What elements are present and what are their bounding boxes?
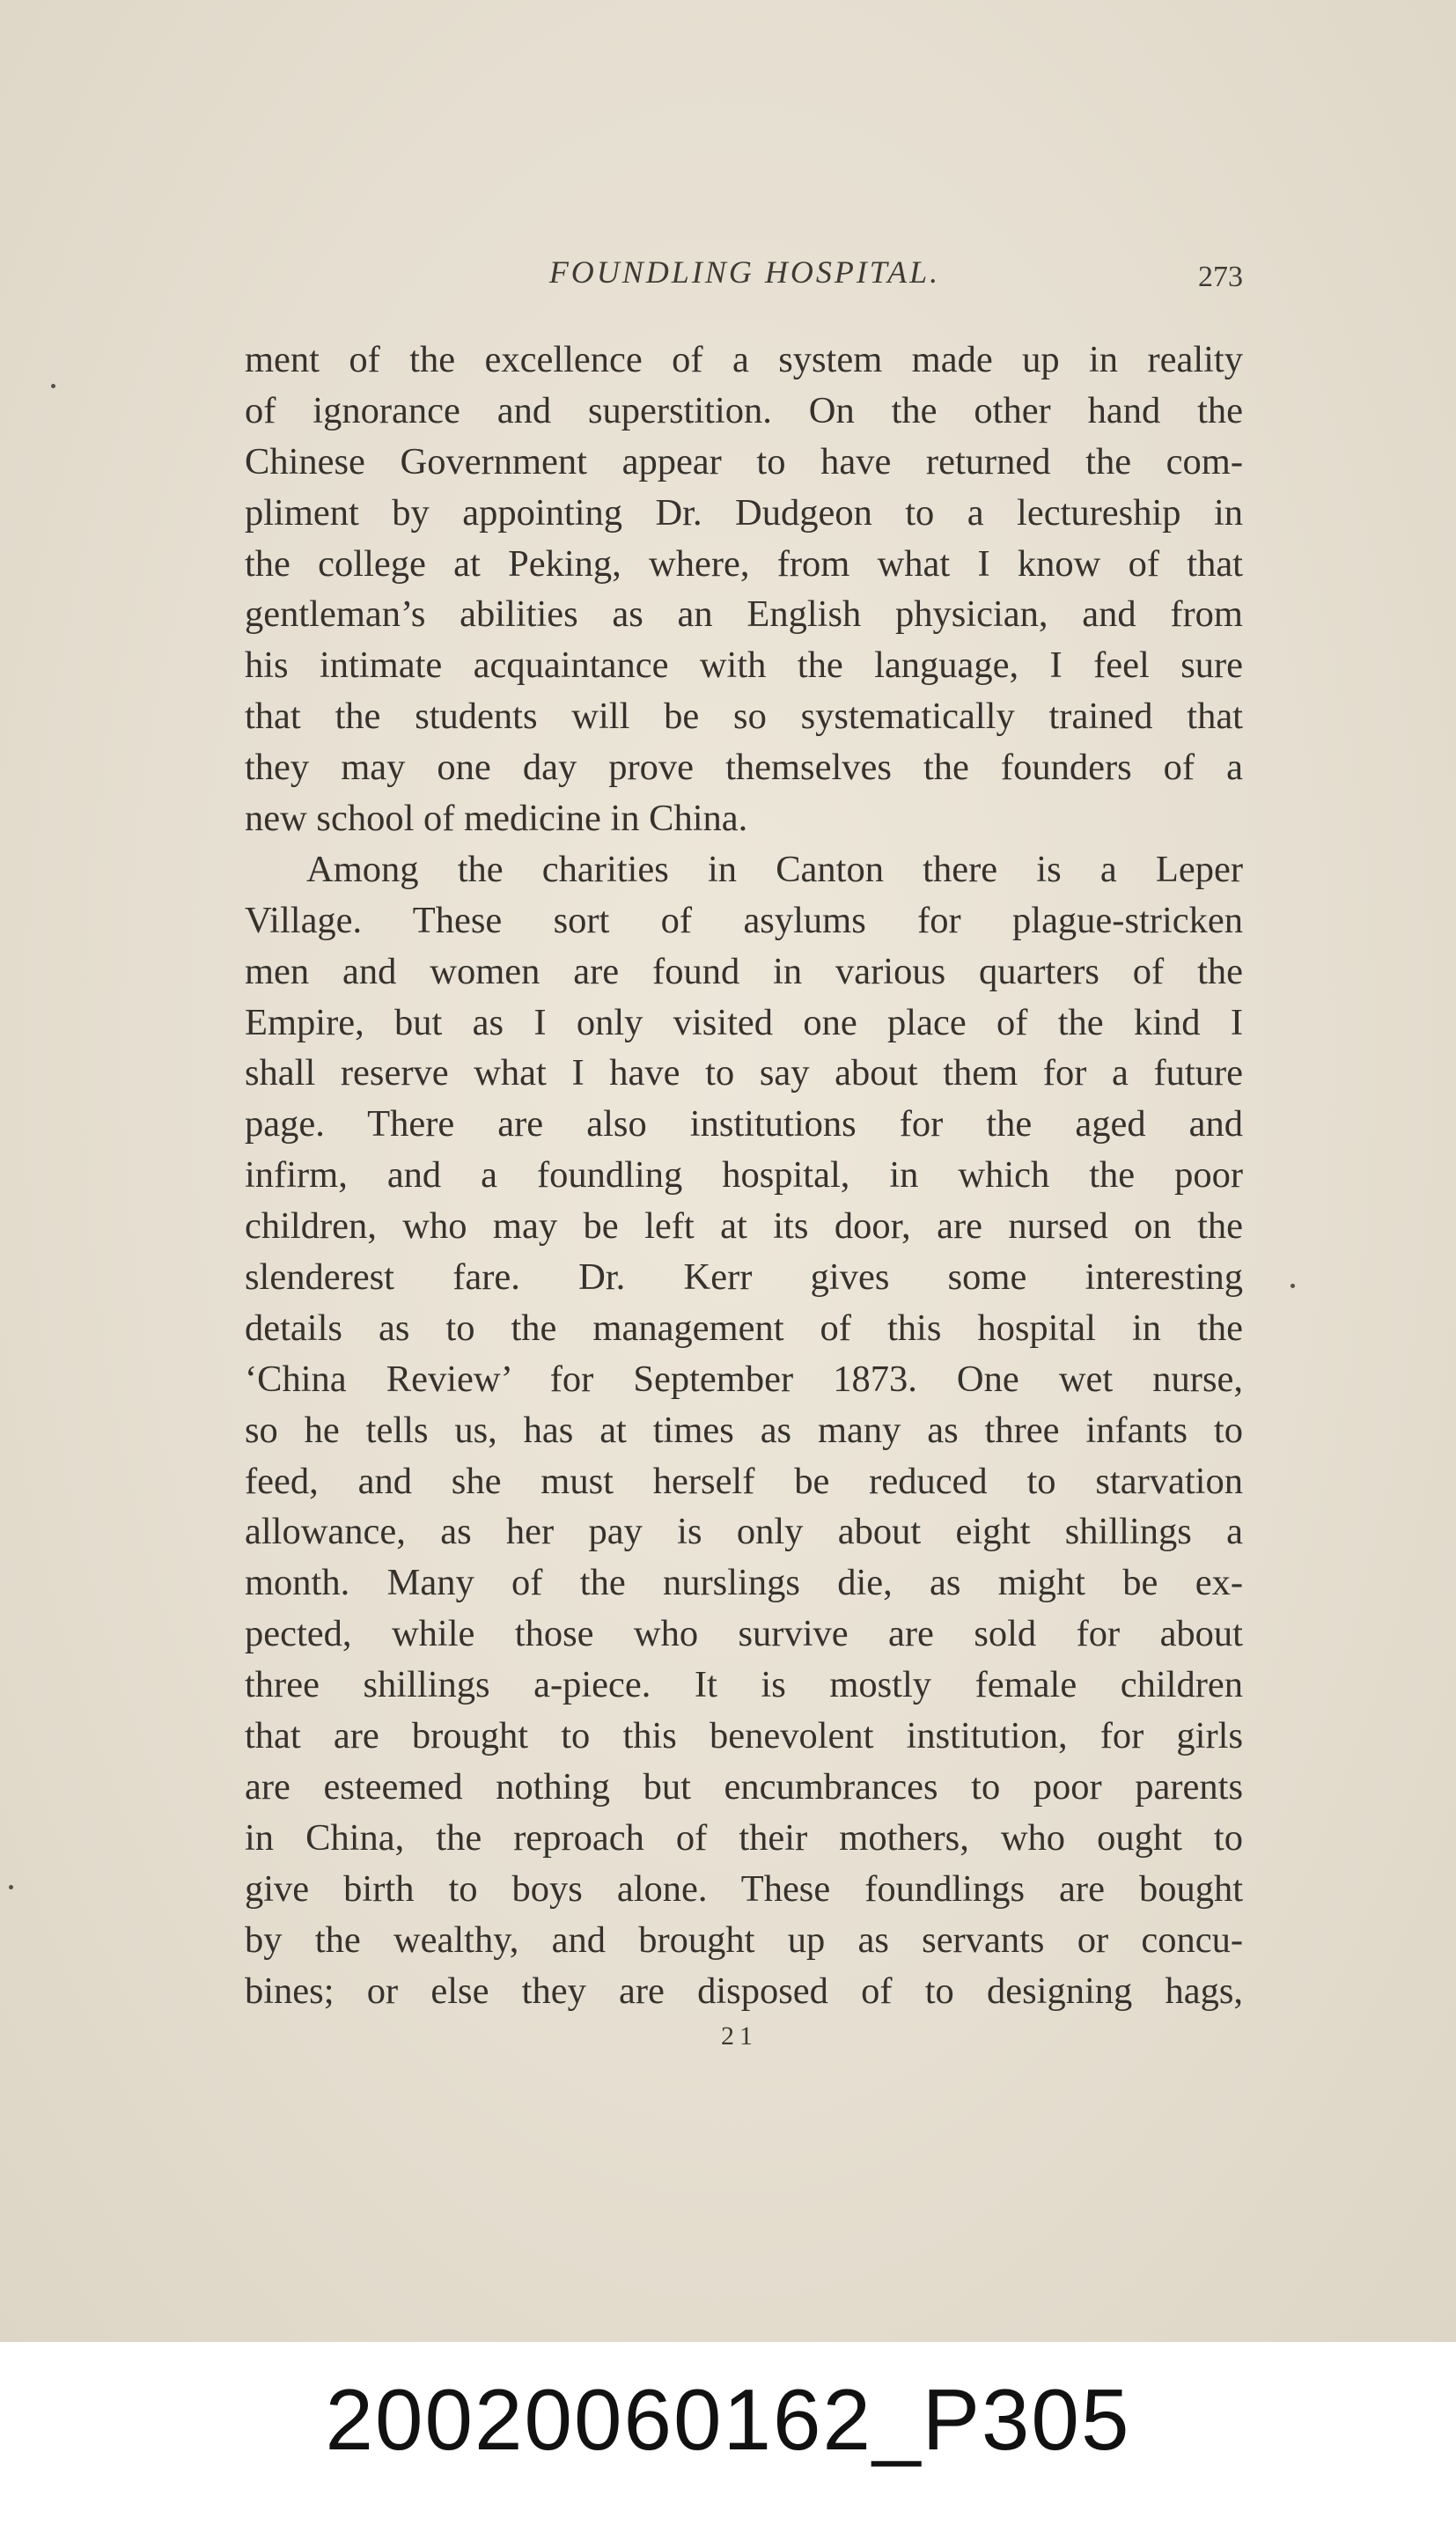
text-line: children, who may be left at its door, are nursed on the: [245, 1205, 1243, 1248]
page-number: 273: [1198, 261, 1243, 293]
text-line: so he tells us, has at times as many as three infants to: [245, 1409, 1243, 1451]
text-line: new school of medicine in China.: [245, 798, 748, 840]
text-line: infirm, and a foundling hospital, in which the poor: [245, 1154, 1243, 1197]
text-line: Among the charities in Canton there is a Leper: [306, 848, 1243, 890]
text-line: by the wealthy, and brought up as servants or concu-: [245, 1918, 1243, 1961]
paper-speck: [1291, 1284, 1295, 1288]
text-line: ment of the excellence of a system made up in reality: [245, 339, 1243, 380]
text-line: that the students will be so systematically trained that: [245, 696, 1243, 738]
text-line: bines; or else they are disposed of to designing hags,: [245, 1970, 1243, 2012]
text-line: that are brought to this benevolent institution, for girls: [245, 1715, 1243, 1757]
text-line: they may one day prove themselves the founders of a: [245, 747, 1243, 789]
text-line: three shillings a-piece. It is mostly female children: [245, 1664, 1243, 1706]
text-line: slenderest fare. Dr. Kerr gives some interesting: [245, 1256, 1243, 1299]
running-title: FOUNDLING HOSPITAL.: [548, 254, 941, 290]
image-id-caption: 20020060162_P305: [325, 2371, 1131, 2468]
text-line: details as to the management of this hospital in the: [245, 1307, 1243, 1349]
text-line: of ignorance and superstition. On the other hand the: [245, 389, 1243, 431]
text-line: Chinese Government appear to have returned the com-: [245, 440, 1243, 482]
text-line: in China, the reproach of their mothers, who ought to: [245, 1816, 1243, 1859]
text-line: allowance, as her pay is only about eight shillings a: [245, 1511, 1243, 1553]
text-line: the college at Peking, where, from what I know of that: [245, 542, 1243, 585]
running-head: [246, 254, 1243, 306]
text-line: pliment by appointing Dr. Dudgeon to a lectureship in: [245, 491, 1243, 534]
text-line: gentleman’s abilities as an English physician, and from: [245, 593, 1243, 636]
text-line: page. There are also institutions for the aged and: [245, 1103, 1243, 1145]
text-line: ‘China Review’ for September 1873. One wet nurse,: [245, 1358, 1243, 1400]
text-line: Village. These sort of asylums for plague-stricken: [245, 899, 1243, 941]
text-line: give birth to boys alone. These foundlings are bought: [245, 1867, 1243, 1910]
text-line: Empire, but as I only visited one place of the kind I: [245, 1001, 1243, 1043]
caption-band: [0, 2342, 1456, 2548]
paper-speck: [9, 1885, 13, 1889]
body-text: [245, 335, 1243, 2016]
text-line: are esteemed nothing but encumbrances to poor parents: [245, 1765, 1243, 1808]
text-line: shall reserve what I have to say about them for a future: [245, 1052, 1243, 1094]
signature-mark: 21: [721, 2021, 758, 2051]
text-line: men and women are found in various quarters of the: [245, 950, 1243, 992]
text-line: month. Many of the nurslings die, as might be ex-: [245, 1562, 1243, 1604]
text-line: pected, while those who survive are sold for about: [245, 1613, 1243, 1655]
paper-speck: [51, 384, 55, 388]
text-line: feed, and she must herself be reduced to starvation: [245, 1460, 1243, 1502]
text-line: his intimate acquaintance with the language, I feel sure: [245, 644, 1243, 687]
